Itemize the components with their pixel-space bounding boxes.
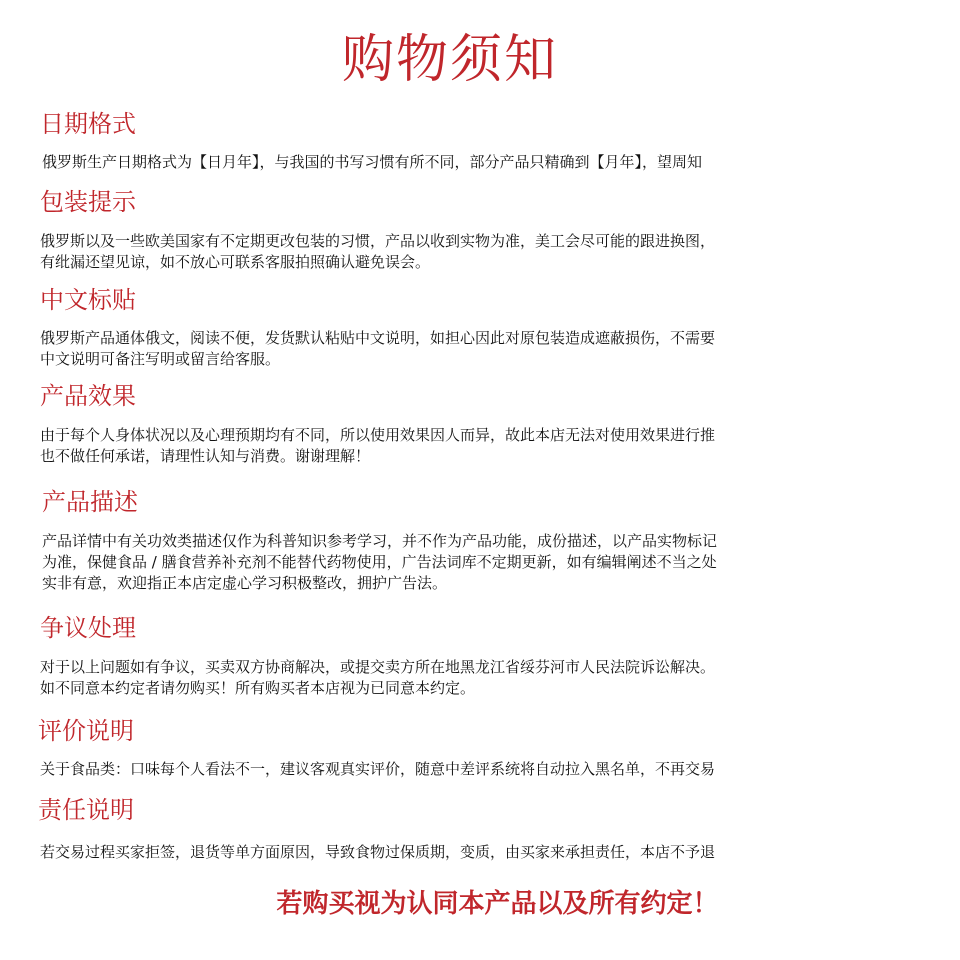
section-text-line: 由于每个人身体状况以及心理预期均有不同，所以使用效果因人而异，故此本店无法对使用效果进行推: [40, 426, 716, 444]
agreement-footer: 若购买视为认同本产品以及所有约定！: [276, 889, 719, 919]
section-text-line: 中文说明可备注写明或留言给客服。: [40, 350, 281, 368]
section-body-liability: [40, 842, 940, 863]
section-body-review-policy: [40, 759, 940, 780]
section-heading-product-description: 产品描述: [42, 488, 138, 516]
section-text-line: 俄罗斯产品通体俄文，阅读不便，发货默认粘贴中文说明，如担心因此对原包装造成遮蔽损伤，不需要: [40, 329, 716, 347]
page-title: 购物须知: [341, 30, 558, 90]
section-body-product-description: [42, 531, 940, 594]
section-body-dispute-handling: [40, 657, 940, 699]
section-body-packaging: [40, 231, 940, 273]
section-body-chinese-label: [40, 328, 940, 370]
section-heading-date-format: 日期格式: [40, 110, 136, 138]
section-heading-product-effect: 产品效果: [40, 382, 136, 410]
section-text-line: 为准，保健食品 / 膳食营养补充剂不能替代药物使用，广告法词库不定期更新，如有编辑阐述不当之处: [42, 553, 717, 571]
section-text-line: 俄罗斯以及一些欧美国家有不定期更改包装的习惯，产品以收到实物为准，美工会尽可能的跟进换图，: [40, 232, 716, 250]
section-heading-dispute-handling: 争议处理: [40, 614, 136, 642]
section-heading-liability: 责任说明: [38, 796, 134, 824]
section-text-line: 实非有意，欢迎指正本店定虚心学习积极整改，拥护广告法。: [42, 574, 448, 592]
section-text-line: 也不做任何承诺，请理性认知与消费。谢谢理解！: [40, 447, 371, 465]
section-body-date-format: [42, 152, 940, 173]
section-text-line: 产品详情中有关功效类描述仅作为科普知识参考学习，并不作为产品功能，成份描述，以产品实物标记: [42, 532, 718, 550]
section-text-line: 有纰漏还望见谅，如不放心可联系客服拍照确认避免误会。: [40, 253, 431, 271]
section-heading-review-policy: 评价说明: [38, 717, 134, 745]
section-heading-chinese-label: 中文标贴: [40, 286, 136, 314]
section-heading-packaging: 包装提示: [40, 188, 136, 216]
section-text-line: 关于食品类：口味每个人看法不一，建议客观真实评价，随意中差评系统将自动拉入黑名单，不再交易: [40, 760, 716, 778]
section-body-product-effect: [40, 425, 940, 467]
section-text-line: 如不同意本约定者请勿购买！所有购买者本店视为已同意本约定。: [40, 679, 476, 697]
section-text-line: 若交易过程买家拒签，退货等单方面原因，导致食物过保质期，变质，由买家来承担责任，本店不予退: [40, 843, 716, 861]
section-text-line: 对于以上问题如有争议，买卖双方协商解决，或提交卖方所在地黑龙江省绥芬河市人民法院诉讼解决。: [40, 658, 716, 676]
section-text-line: 俄罗斯生产日期格式为【日月年】，与我国的书写习惯有所不同，部分产品只精确到【月年】，望周知: [42, 153, 703, 171]
